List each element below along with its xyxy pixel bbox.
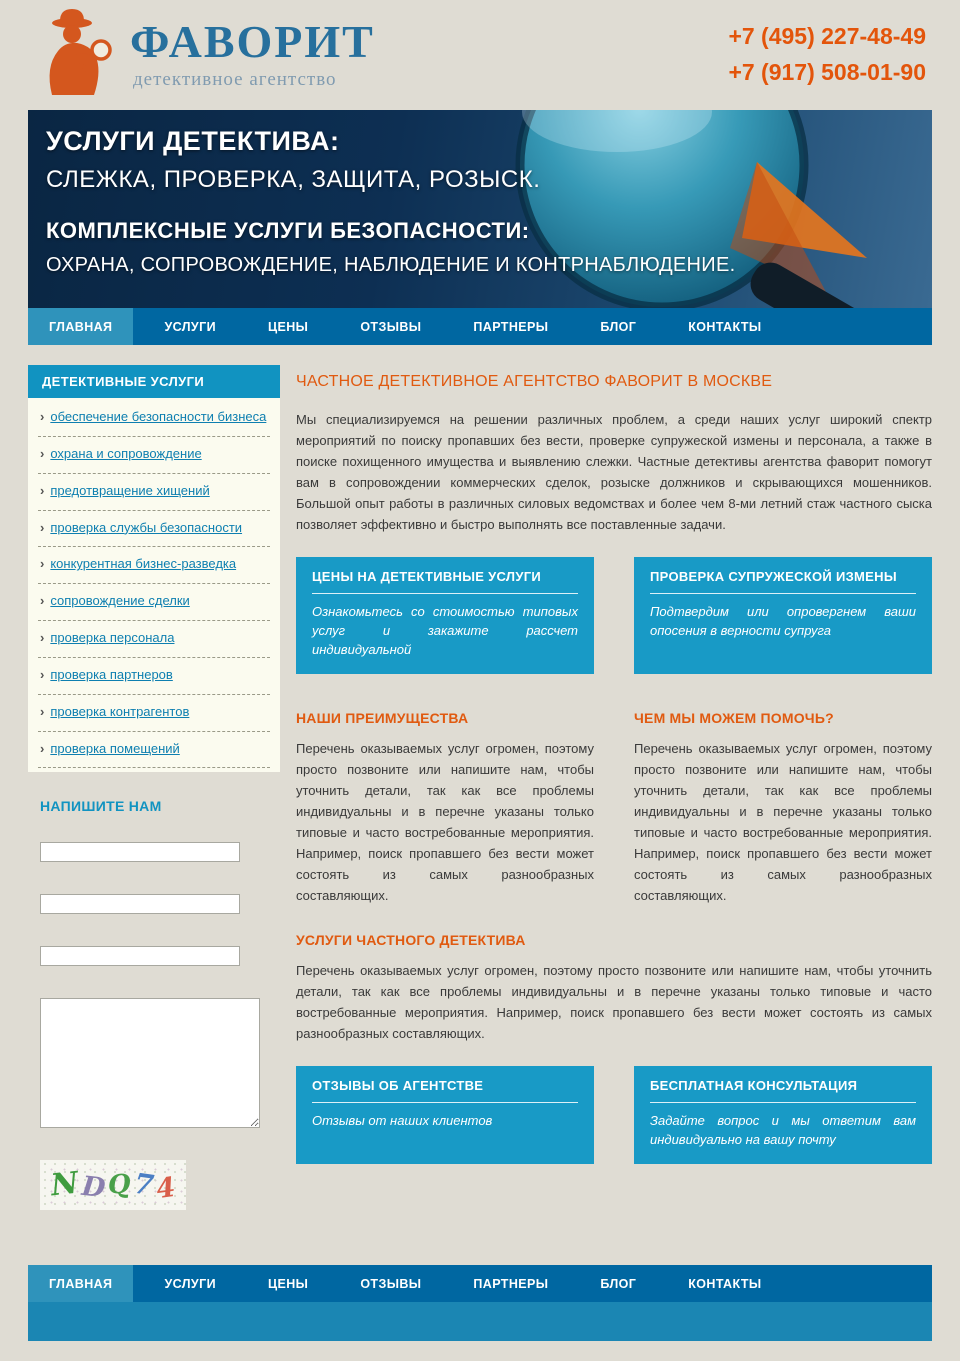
sidebar-item-counterparty-check[interactable]: › проверка контрагентов — [38, 695, 270, 732]
chevron-right-icon: › — [40, 593, 45, 609]
services-paragraph: Перечень оказываемых услуг огромен, поэтому просто позвоните или напишите нам, чтобы уточнить детали, так как все проблемы индивидуальны и в перечне указаны только типовые и часто востребованные мероприятия. Например, поиск пропавшего без вести может состоять из самых разнообразных составляющих. — [296, 963, 932, 1042]
sidebar — [28, 365, 280, 1210]
logo-subtitle: детективное агентство — [133, 69, 337, 90]
chevron-right-icon: › — [40, 445, 45, 461]
promo-box-prices[interactable] — [296, 557, 594, 674]
form-field-2[interactable] — [40, 894, 240, 914]
promo-row-bottom — [296, 1066, 932, 1164]
sidebar-item-security-service-check[interactable]: › проверка службы безопасности — [38, 511, 270, 548]
promo-title: ОТЗЫВЫ ОБ АГЕНТСТВЕ — [312, 1078, 578, 1103]
footer-nav-item-home[interactable]: ГЛАВНАЯ — [28, 1265, 133, 1302]
promo-title: ЦЕНЫ НА ДЕТЕКТИВНЫЕ УСЛУГИ — [312, 569, 578, 594]
content-area — [28, 345, 932, 1265]
form-field-3[interactable] — [40, 946, 240, 966]
captcha-letter: Q — [107, 1169, 132, 1202]
nav-item-blog[interactable]: БЛОГ — [600, 319, 637, 334]
sidebar-list — [28, 398, 280, 772]
header-phones — [728, 19, 926, 90]
footer-nav-item-services[interactable]: УСЛУГИ — [164, 1276, 216, 1291]
hero-text — [28, 110, 932, 277]
sidebar-item-premises-check[interactable]: › проверка помещений — [38, 732, 270, 769]
chevron-right-icon: › — [40, 519, 45, 535]
nav-item-reviews[interactable]: ОТЗЫВЫ — [360, 319, 422, 334]
advantages-paragraph: Перечень оказываемых услуг огромен, поэтому просто позвоните или напишите нам, чтобы уточнить детали, так как все проблемы индивидуальны и в перечне указаны только типовые и часто востребованные мероприятия. Например, поиск пропавшего без вести может состоять из самых разнообразных составляющих. — [296, 740, 594, 904]
captcha-letter: 4 — [154, 1171, 178, 1206]
sidebar-item-theft-prevention[interactable]: › предотвращение хищений — [38, 474, 270, 511]
chevron-right-icon: › — [40, 482, 45, 498]
two-column-section — [296, 696, 932, 906]
nav-item-contacts[interactable]: КОНТАКТЫ — [688, 319, 762, 334]
promo-title: ПРОВЕРКА СУПРУЖЕСКОЙ ИЗМЕНЫ — [650, 569, 916, 594]
phone-number-2: +7 (917) 508-01-90 — [728, 59, 926, 85]
hero-subline-1: СЛЕЖКА, ПРОВЕРКА, ЗАЩИТА, РОЗЫСК. — [46, 166, 541, 193]
footer-nav — [28, 1265, 932, 1302]
form-field-1[interactable] — [40, 842, 240, 862]
sidebar-item-business-security[interactable]: › обеспечение безопасности бизнеса — [38, 400, 270, 437]
sidebar-title: ДЕТЕКТИВНЫЕ УСЛУГИ — [28, 365, 280, 398]
sidebar-item-guard-escort[interactable]: › охрана и сопровождение — [38, 437, 270, 474]
sidebar-item-staff-check[interactable]: › проверка персонала — [38, 621, 270, 658]
footer-nav-item-prices[interactable]: ЦЕНЫ — [267, 1276, 309, 1291]
chevron-right-icon: › — [40, 409, 45, 424]
promo-row-top — [296, 557, 932, 674]
site-header — [28, 0, 932, 110]
sidebar-services-box — [28, 365, 280, 772]
footer-nav-item-contacts[interactable]: КОНТАКТЫ — [688, 1276, 762, 1291]
nav-item-home[interactable]: ГЛАВНАЯ — [28, 308, 133, 345]
hero-headline-2: КОМПЛЕКСНЫЕ УСЛУГИ БЕЗОПАСНОСТИ: — [46, 218, 530, 243]
nav-item-partners[interactable]: ПАРТНЕРЫ — [473, 319, 549, 334]
promo-subtitle: Подтвердим или опровергнем ваши опосения в верности супруга — [650, 604, 916, 639]
footer-nav-item-blog[interactable]: БЛОГ — [600, 1276, 637, 1291]
phone-number-1: +7 (495) 227-48-49 — [728, 23, 926, 50]
logo-text — [130, 16, 375, 91]
advantages-column — [296, 696, 594, 906]
logo-title: ФАВОРИТ — [130, 16, 375, 67]
main-nav — [28, 308, 932, 345]
detective-icon — [34, 7, 122, 104]
logo[interactable] — [34, 7, 375, 104]
promo-subtitle: Задайте вопрос и мы ответим вам индивидуально на вашу почту — [650, 1113, 916, 1148]
captcha-letter: D — [79, 1170, 107, 1205]
intro-paragraph: Мы специализируемся на решении различных проблем, а среди наших услуг широкий спектр мероприятий по поиску пропавших без вести, проверке супружеской измены и персонала, а также в поиске похищенного имущества и выявлению слежки. Частные детективы агентства фаворит помогут вам в сопровождении коммерческих сделок, розыске должников и скрывающихся мошенников. Большой опыт работы в различных силовых ведомствах и более чем 8-ми летний стаж частного сыска позволяет эффективно и быстро выполнять все поставленные задачи. — [296, 412, 932, 533]
contact-form — [28, 772, 280, 1210]
section-title-help: ЧЕМ МЫ МОЖЕМ ПОМОЧЬ? — [634, 709, 834, 726]
main-column — [296, 365, 932, 1186]
promo-box-infidelity-check[interactable] — [634, 557, 932, 674]
footer-nav-item-partners[interactable]: ПАРТНЕРЫ — [473, 1276, 549, 1291]
footer-strip — [28, 1302, 932, 1341]
hero-subline-2: ОХРАНА, СОПРОВОЖДЕНИЕ, НАБЛЮДЕНИЕ И КОНТРНАБЛЮДЕНИЕ. — [46, 254, 736, 276]
section-title-services: УСЛУГИ ЧАСТНОГО ДЕТЕКТИВА — [296, 932, 526, 949]
chevron-right-icon: › — [40, 740, 45, 756]
promo-box-reviews[interactable] — [296, 1066, 594, 1164]
captcha-image — [40, 1160, 186, 1210]
hero-headline-1: УСЛУГИ ДЕТЕКТИВА: — [46, 126, 340, 156]
section-title-advantages: НАШИ ПРЕИМУЩЕСТВА — [296, 709, 469, 726]
promo-subtitle: Отзывы от наших клиентов — [312, 1113, 493, 1129]
sidebar-item-partners-check[interactable]: › проверка партнеров — [38, 658, 270, 695]
message-textarea[interactable] — [40, 998, 260, 1128]
captcha-letter: 7 — [131, 1167, 156, 1203]
chevron-right-icon: › — [40, 630, 45, 646]
sidebar-item-competitive-intelligence[interactable]: › конкурентная бизнес-разведка — [38, 547, 270, 584]
chevron-right-icon: › — [40, 556, 45, 572]
footer-nav-item-reviews[interactable]: ОТЗЫВЫ — [360, 1276, 422, 1291]
nav-item-prices[interactable]: ЦЕНЫ — [267, 319, 309, 334]
nav-item-services[interactable]: УСЛУГИ — [164, 319, 216, 334]
hero-banner — [28, 110, 932, 308]
promo-title: БЕСПЛАТНАЯ КОНСУЛЬТАЦИЯ — [650, 1078, 916, 1103]
page-title: ЧАСТНОЕ ДЕТЕКТИВНОЕ АГЕНТСТВО ФАВОРИТ В МОСКВЕ — [296, 373, 773, 390]
chevron-right-icon: › — [40, 666, 45, 682]
chevron-right-icon: › — [40, 703, 45, 719]
contact-form-title: НАПИШИТЕ НАМ — [40, 798, 162, 815]
help-paragraph: Перечень оказываемых услуг огромен, поэтому просто позвоните или напишите нам, чтобы уточнить детали, так как все проблемы индивидуальны и в перечне указаны только типовые и часто востребованные мероприятия. Например, поиск пропавшего без вести может состоять из самых разнообразных составляющих. — [634, 740, 932, 904]
help-column — [634, 696, 932, 906]
promo-subtitle: Ознакомьтесь со стоимостью типовых услуг и закажите рассчет индивидуальной — [312, 604, 578, 657]
sidebar-item-deal-support[interactable]: › сопровождение сделки — [38, 584, 270, 621]
promo-box-free-consultation[interactable] — [634, 1066, 932, 1164]
captcha-letter: N — [49, 1166, 81, 1204]
